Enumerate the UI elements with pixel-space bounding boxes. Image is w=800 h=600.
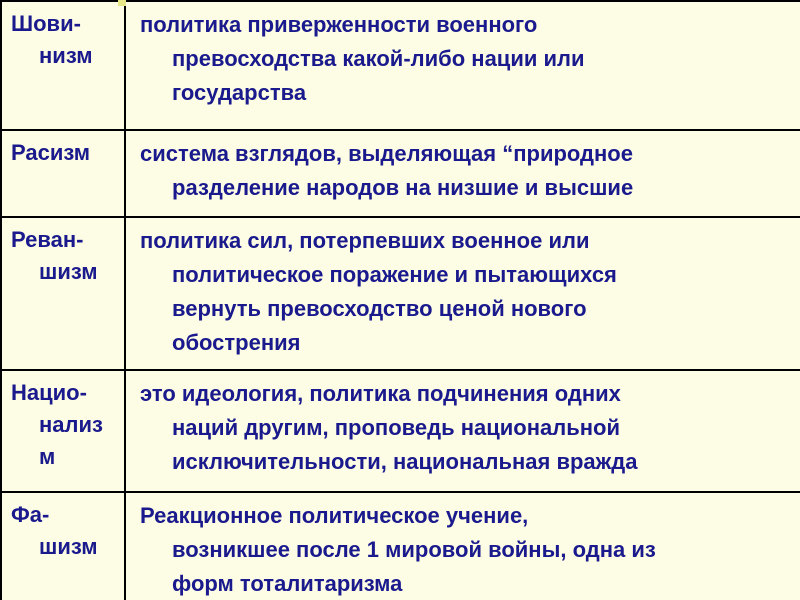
term-cell <box>1 370 125 492</box>
term-cell <box>1 217 125 370</box>
definition-line: это идеология, политика подчинения одних <box>140 381 621 406</box>
term-line: Расизм <box>11 140 91 165</box>
term-line: Нацио- <box>11 380 87 405</box>
definition-line: обострения <box>172 330 301 355</box>
term-line: шизм <box>39 259 98 284</box>
term-line: Шови- <box>11 11 81 36</box>
term-cell <box>1 1 125 130</box>
term-line: нализ <box>39 412 103 437</box>
term-line: шизм <box>39 534 98 559</box>
table-row <box>1 370 800 492</box>
definition-line: система взглядов, выделяющая “природное <box>140 141 633 166</box>
table-row <box>1 130 800 217</box>
definition-line: наций другим, проповедь национальной <box>172 415 620 440</box>
term-cell <box>1 130 125 217</box>
definition-line: Реакционное политическое учение, <box>140 503 529 528</box>
term-line: м <box>39 444 56 469</box>
definition-cell <box>125 492 800 600</box>
definition-line: политика сил, потерпевших военное или <box>140 228 590 253</box>
table-row <box>1 217 800 370</box>
definition-line: форм тоталитаризма <box>172 571 403 596</box>
definition-line: превосходства какой-либо нации или <box>172 46 585 71</box>
term-line: Реван- <box>11 227 84 252</box>
definition-line: разделение народов на низшие и высшие <box>172 175 634 200</box>
table-row <box>1 492 800 600</box>
definition-line: политическое поражение и пытающихся <box>172 262 617 287</box>
definition-line: возникшее после 1 мировой войны, одна из <box>172 537 656 562</box>
term-line: низм <box>39 43 93 68</box>
definition-cell <box>125 370 800 492</box>
definition-line: исключительности, национальная вражда <box>172 449 638 474</box>
term-cell <box>1 492 125 600</box>
definition-line: вернуть превосходство ценой нового <box>172 296 587 321</box>
definition-cell <box>125 130 800 217</box>
definition-cell <box>125 217 800 370</box>
term-line: Фа- <box>11 502 50 527</box>
definition-line: государства <box>172 80 307 105</box>
definition-line: политика приверженности военного <box>140 12 538 37</box>
definition-cell <box>125 1 800 130</box>
decorative-mark <box>118 0 126 6</box>
table-row <box>1 1 800 130</box>
